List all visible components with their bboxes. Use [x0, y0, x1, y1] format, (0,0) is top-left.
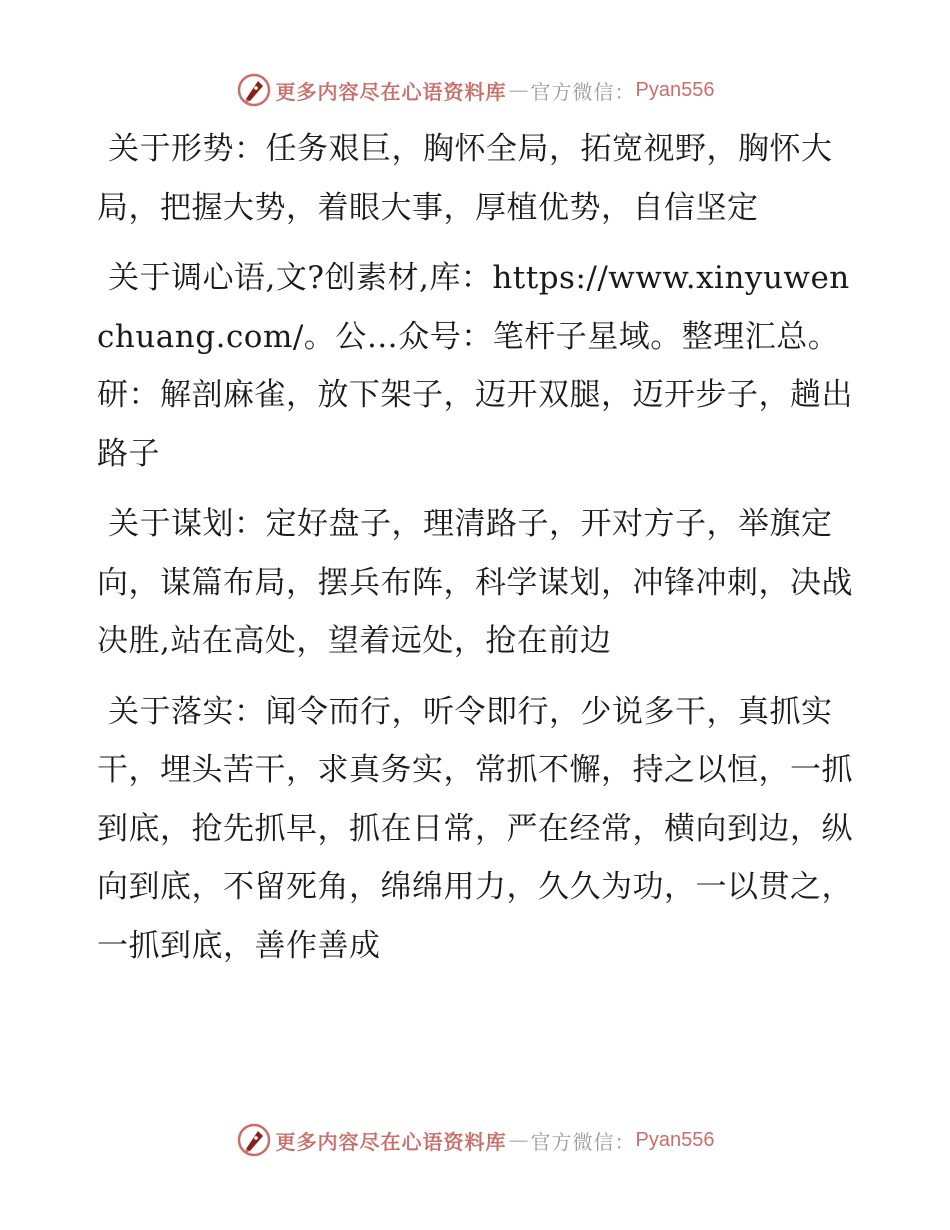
watermark-sub-text: 官方微信：	[530, 79, 636, 104]
watermark-main-text: 更多内容尽在心语资料库	[275, 1129, 507, 1154]
header-watermark	[0, 70, 950, 110]
watermark-sub-text: 官方微信：	[530, 1129, 636, 1154]
pen-nib-logo-icon	[236, 72, 272, 108]
paragraph-situation: 关于形势：任务艰巨，胸怀全局，拓宽视野，胸怀大局，把握大势，着眼大事，厚植优势，自信坚定	[97, 131, 833, 226]
paragraph-implementation: 关于落实：闻令而行，听令即行，少说多干，真抓实干，埋头苦干，求真务实，常抓不懈，持之以恒，一抓到底，抢先抓早，抓在日常，严在经常，横向到边，纵向到底，不留死角，绵绵用力，久久为功，一以贯之，一抓到底，善作善成	[97, 693, 853, 964]
document-body	[97, 120, 857, 987]
footer-watermark	[0, 1120, 950, 1160]
paragraph-research: 关于调心语,文?创素材,库：https://www.xinyuwenchuang.com/。公…众号：笔杆子星域。整理汇总。研：解剖麻雀，放下架子，迈开双腿，迈开步子，趟出路子	[97, 260, 853, 472]
watermark-wechat-id: Pyan556	[635, 1128, 715, 1151]
paragraph-planning: 关于谋划：定好盘子，理清路子，开对方子，举旗定向，谋篇布局，摆兵布阵，科学谋划，冲锋冲刺，决战决胜,站在高处，望着远处，抢在前边	[97, 506, 853, 659]
watermark-wechat-id: Pyan556	[635, 78, 715, 101]
watermark-dash: —	[508, 1128, 529, 1152]
watermark-main-text: 更多内容尽在心语资料库	[275, 79, 507, 104]
pen-nib-logo-icon	[236, 1122, 272, 1158]
watermark-dash: —	[508, 78, 529, 102]
